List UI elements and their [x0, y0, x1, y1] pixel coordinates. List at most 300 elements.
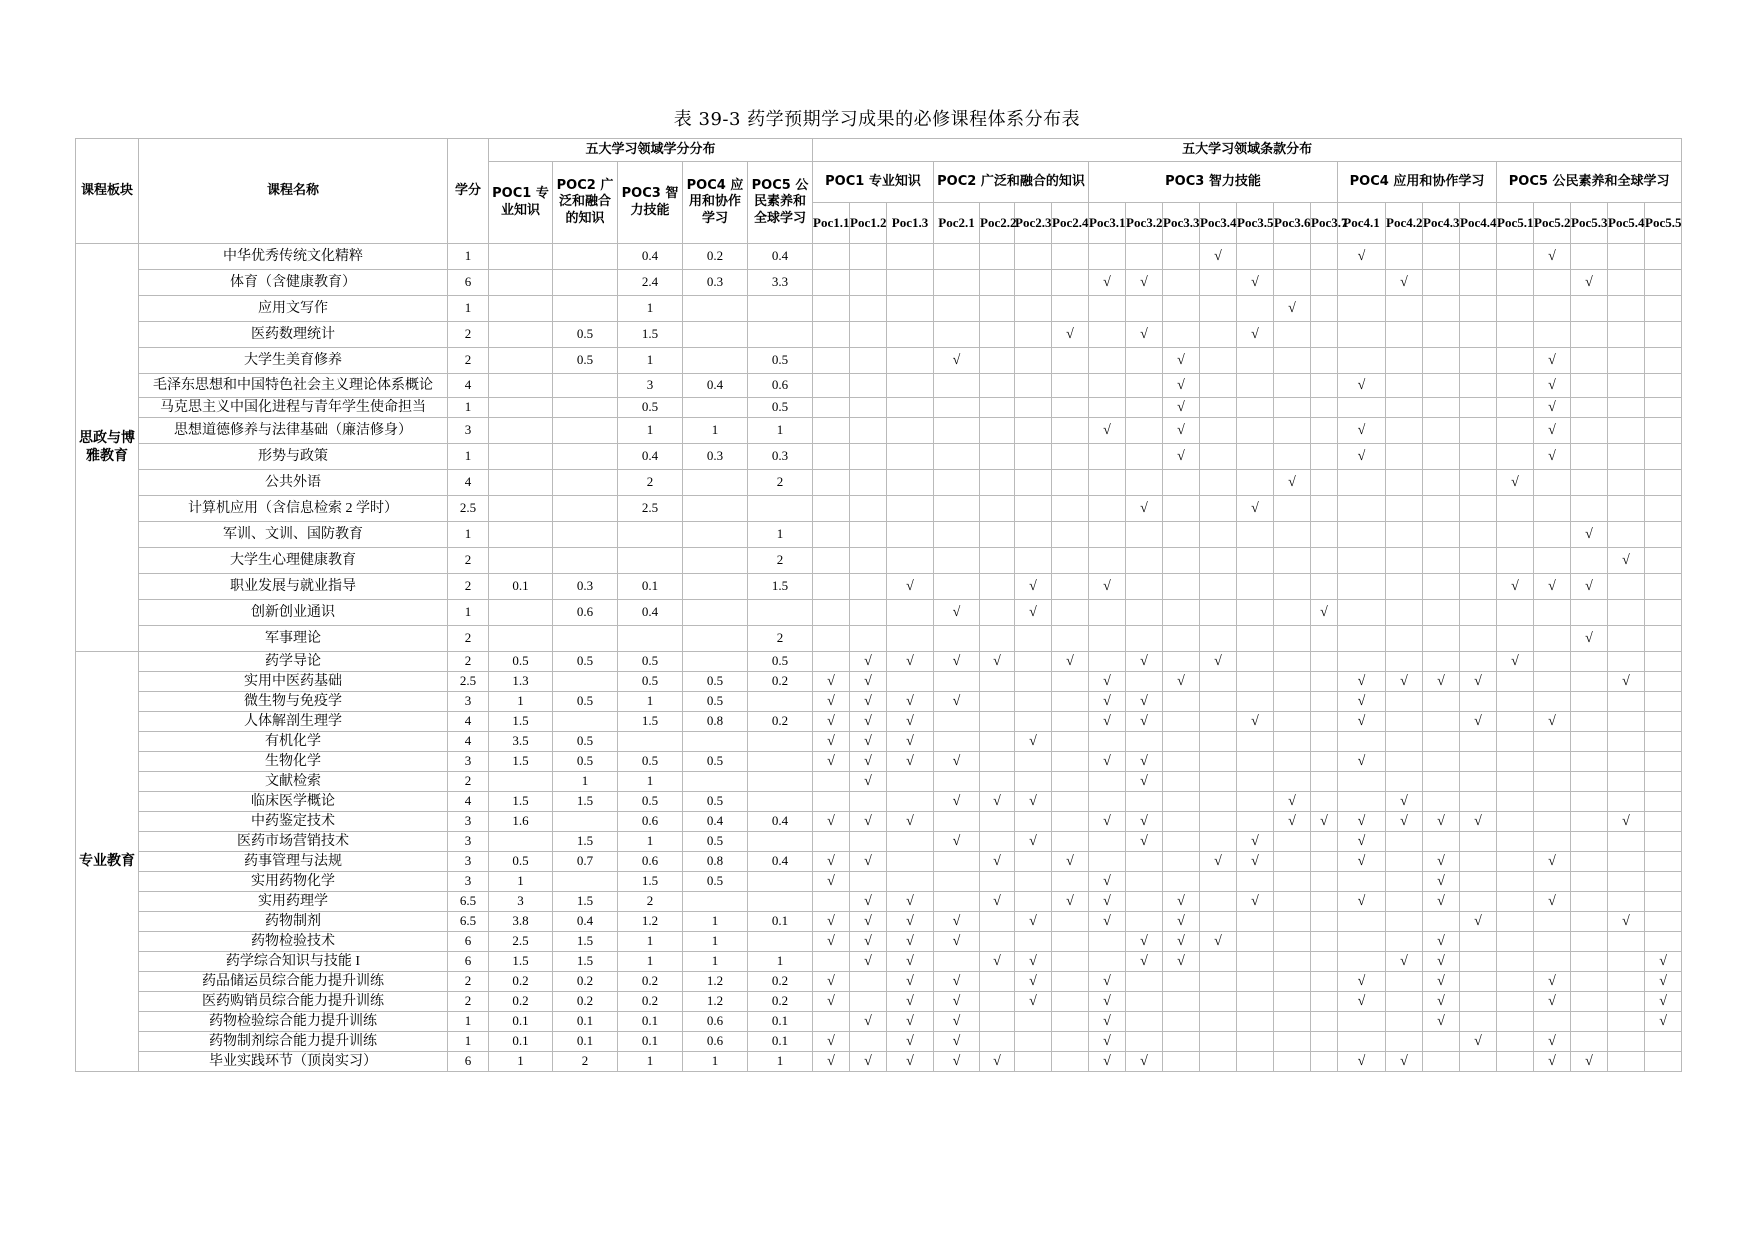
clause-cell	[1608, 652, 1645, 672]
clause-cell	[1274, 652, 1311, 672]
clause-cell	[1338, 912, 1386, 932]
poc3-credit-cell	[618, 522, 683, 548]
poc2-credit-cell: 0.5	[553, 322, 618, 348]
clause-cell	[1237, 348, 1274, 374]
clause-cell	[1534, 832, 1571, 852]
clause-cell	[1423, 322, 1460, 348]
course-name: 职业发展与就业指导	[139, 574, 448, 600]
clause-cell	[1386, 348, 1423, 374]
clause-cell	[1163, 600, 1200, 626]
clause-cell	[1089, 600, 1126, 626]
clause-cell	[1163, 322, 1200, 348]
table-row	[76, 470, 1682, 496]
clause-cell	[1608, 992, 1645, 1012]
poc5-credit-cell	[748, 932, 813, 952]
table-row	[76, 398, 1682, 418]
clause-cell	[1311, 992, 1338, 1012]
clause-cell	[1497, 296, 1534, 322]
clause-cell	[980, 574, 1015, 600]
clause-cell	[1089, 522, 1126, 548]
clause-cell	[1311, 548, 1338, 574]
clause-cell	[1645, 522, 1682, 548]
clause-cell	[934, 244, 980, 270]
check-mark: √	[1089, 972, 1126, 992]
clause-cell	[1460, 752, 1497, 772]
clause-cell	[1237, 772, 1274, 792]
clause-cell	[1608, 932, 1645, 952]
poc2-credit-cell: 0.5	[553, 652, 618, 672]
check-mark: √	[1571, 522, 1608, 548]
clause-cell	[1608, 270, 1645, 296]
clause-cell	[1274, 398, 1311, 418]
clause-cell	[1311, 912, 1338, 932]
clause-cell	[1163, 732, 1200, 752]
clause-cell	[1089, 952, 1126, 972]
course-credits: 2	[448, 574, 489, 600]
clause-cell	[1052, 712, 1089, 732]
check-mark: √	[934, 348, 980, 374]
course-name: 药物制剂	[139, 912, 448, 932]
clause-cell	[1460, 992, 1497, 1012]
header-clause-poc2-3: Poc2.3	[1015, 203, 1052, 244]
clause-cell	[1126, 792, 1163, 812]
clause-cell	[1311, 348, 1338, 374]
clause-cell	[1460, 972, 1497, 992]
clause-cell	[1126, 852, 1163, 872]
clause-cell	[1423, 600, 1460, 626]
clause-cell	[1274, 712, 1311, 732]
clause-cell	[1645, 692, 1682, 712]
clause-cell	[1608, 972, 1645, 992]
poc3-credit-cell: 0.5	[618, 398, 683, 418]
clause-cell	[1608, 1032, 1645, 1052]
table-row	[76, 444, 1682, 470]
clause-cell	[1126, 672, 1163, 692]
table-row	[76, 270, 1682, 296]
poc1-credit-cell: 0.5	[489, 652, 553, 672]
clause-cell	[1052, 418, 1089, 444]
clause-cell	[1052, 872, 1089, 892]
header-clause-poc4-2: Poc4.2	[1386, 203, 1423, 244]
course-name: 药物制剂综合能力提升训练	[139, 1032, 448, 1052]
clause-cell	[1460, 892, 1497, 912]
check-mark: √	[813, 812, 850, 832]
clause-cell	[1200, 712, 1237, 732]
check-mark: √	[1089, 692, 1126, 712]
poc1-credit-cell: 1	[489, 692, 553, 712]
clause-cell	[1311, 732, 1338, 752]
poc3-credit-cell	[618, 732, 683, 752]
clause-cell	[1571, 244, 1608, 270]
clause-cell	[1200, 792, 1237, 812]
clause-cell	[1645, 732, 1682, 752]
clause-cell	[1386, 852, 1423, 872]
header-poc2-credit: POC2 广泛和融合的知识	[553, 162, 618, 244]
clause-cell	[1052, 374, 1089, 398]
clause-cell	[1497, 972, 1534, 992]
clause-cell	[1052, 496, 1089, 522]
check-mark: √	[1423, 872, 1460, 892]
check-mark: √	[1338, 244, 1386, 270]
clause-cell	[850, 792, 887, 812]
clause-cell	[1645, 374, 1682, 398]
header-clause-poc4-1: Poc4.1	[1338, 203, 1386, 244]
poc2-credit-cell: 0.5	[553, 732, 618, 752]
clause-cell	[1423, 574, 1460, 600]
clause-cell	[1608, 444, 1645, 470]
clause-cell	[1274, 548, 1311, 574]
clause-cell	[1163, 496, 1200, 522]
poc2-credit-cell	[553, 548, 618, 574]
poc2-credit-cell: 1.5	[553, 792, 618, 812]
poc4-credit-cell: 0.5	[683, 752, 748, 772]
clause-cell	[1311, 672, 1338, 692]
clause-cell	[1237, 626, 1274, 652]
clause-cell	[1015, 672, 1052, 692]
check-mark: √	[1126, 496, 1163, 522]
clause-cell	[1163, 852, 1200, 872]
check-mark: √	[1534, 972, 1571, 992]
clause-cell	[1386, 398, 1423, 418]
clause-cell	[1386, 1012, 1423, 1032]
clause-cell	[1423, 418, 1460, 444]
clause-cell	[1497, 548, 1534, 574]
clause-cell	[934, 732, 980, 752]
poc2-credit-cell	[553, 418, 618, 444]
check-mark: √	[1089, 270, 1126, 296]
clause-cell	[980, 692, 1015, 712]
header-clause-poc4-4: Poc4.4	[1460, 203, 1497, 244]
clause-cell	[1200, 444, 1237, 470]
clause-cell	[1200, 772, 1237, 792]
clause-cell	[1015, 496, 1052, 522]
clause-cell	[1126, 244, 1163, 270]
check-mark: √	[1423, 892, 1460, 912]
poc1-credit-cell	[489, 244, 553, 270]
check-mark: √	[850, 652, 887, 672]
clause-cell	[1645, 496, 1682, 522]
clause-cell	[1163, 626, 1200, 652]
check-mark: √	[1015, 600, 1052, 626]
clause-cell	[1274, 992, 1311, 1012]
clause-cell	[1608, 792, 1645, 812]
clause-cell	[934, 872, 980, 892]
clause-cell	[1089, 398, 1126, 418]
clause-cell	[1237, 574, 1274, 600]
poc5-credit-cell: 1	[748, 1052, 813, 1072]
clause-cell	[1126, 374, 1163, 398]
check-mark: √	[1338, 992, 1386, 1012]
clause-cell	[1423, 348, 1460, 374]
clause-cell	[1645, 672, 1682, 692]
clause-cell	[934, 496, 980, 522]
clause-cell	[1497, 496, 1534, 522]
clause-cell	[1237, 296, 1274, 322]
clause-cell	[1163, 1012, 1200, 1032]
check-mark: √	[1126, 832, 1163, 852]
check-mark: √	[1089, 712, 1126, 732]
check-mark: √	[850, 752, 887, 772]
table-row	[76, 732, 1682, 752]
clause-cell	[1645, 912, 1682, 932]
poc1-credit-cell	[489, 398, 553, 418]
clause-cell	[1015, 932, 1052, 952]
check-mark: √	[1237, 852, 1274, 872]
clause-cell	[1089, 374, 1126, 398]
course-credits: 6	[448, 952, 489, 972]
table-row	[76, 672, 1682, 692]
clause-cell	[980, 444, 1015, 470]
clause-cell	[813, 574, 850, 600]
clause-cell	[813, 772, 850, 792]
header-credits: 学分	[448, 139, 489, 244]
clause-cell	[1571, 672, 1608, 692]
check-mark: √	[1338, 672, 1386, 692]
poc2-credit-cell	[553, 522, 618, 548]
poc2-credit-cell: 0.5	[553, 348, 618, 374]
clause-cell	[850, 418, 887, 444]
course-name: 形势与政策	[139, 444, 448, 470]
course-name: 微生物与免疫学	[139, 692, 448, 712]
check-mark: √	[1126, 652, 1163, 672]
header-poc-group-3: POC3 智力技能	[1089, 162, 1338, 203]
clause-cell	[1015, 1052, 1052, 1072]
clause-cell	[1497, 522, 1534, 548]
poc3-credit-cell: 0.6	[618, 852, 683, 872]
clause-cell	[850, 444, 887, 470]
clause-cell	[1052, 992, 1089, 1012]
check-mark: √	[1571, 270, 1608, 296]
clause-cell	[1163, 752, 1200, 772]
course-credits: 2	[448, 972, 489, 992]
clause-cell	[1460, 348, 1497, 374]
clause-cell	[1163, 692, 1200, 712]
clause-cell	[1423, 398, 1460, 418]
poc1-credit-cell: 1.6	[489, 812, 553, 832]
clause-cell	[1571, 322, 1608, 348]
check-mark: √	[1534, 992, 1571, 1012]
clause-cell	[934, 574, 980, 600]
clause-cell	[1274, 322, 1311, 348]
course-name: 药学导论	[139, 652, 448, 672]
clause-cell	[1386, 1032, 1423, 1052]
clause-cell	[1126, 626, 1163, 652]
clause-cell	[1645, 322, 1682, 348]
clause-cell	[1015, 270, 1052, 296]
poc2-credit-cell: 0.1	[553, 1032, 618, 1052]
clause-cell	[1274, 872, 1311, 892]
check-mark: √	[1423, 852, 1460, 872]
check-mark: √	[1460, 812, 1497, 832]
clause-cell	[1311, 296, 1338, 322]
check-mark: √	[1460, 912, 1497, 932]
table-row	[76, 652, 1682, 672]
header-clause-poc2-4: Poc2.4	[1052, 203, 1089, 244]
table-row	[76, 752, 1682, 772]
check-mark: √	[1534, 1032, 1571, 1052]
clause-cell	[1338, 872, 1386, 892]
check-mark: √	[1089, 752, 1126, 772]
course-credits: 1	[448, 1012, 489, 1032]
clause-cell	[1571, 600, 1608, 626]
poc1-credit-cell: 2.5	[489, 932, 553, 952]
clause-cell	[1052, 772, 1089, 792]
clause-cell	[1200, 672, 1237, 692]
clause-cell	[1645, 626, 1682, 652]
course-name: 人体解剖生理学	[139, 712, 448, 732]
check-mark: √	[850, 912, 887, 932]
check-mark: √	[1200, 852, 1237, 872]
poc1-credit-cell: 1.5	[489, 952, 553, 972]
clause-cell	[1534, 792, 1571, 812]
poc2-credit-cell: 0.5	[553, 692, 618, 712]
poc5-credit-cell: 0.2	[748, 672, 813, 692]
course-block-label: 思政与博雅教育	[76, 244, 139, 652]
check-mark: √	[934, 932, 980, 952]
clause-cell	[813, 792, 850, 812]
course-name: 中华优秀传统文化精粹	[139, 244, 448, 270]
poc1-credit-cell: 0.2	[489, 972, 553, 992]
check-mark: √	[1089, 892, 1126, 912]
clause-cell	[1311, 522, 1338, 548]
check-mark: √	[1534, 374, 1571, 398]
table-row	[76, 1052, 1682, 1072]
check-mark: √	[850, 932, 887, 952]
clause-cell	[1200, 522, 1237, 548]
clause-cell	[1052, 1012, 1089, 1032]
course-name: 创新创业通识	[139, 600, 448, 626]
clause-cell	[1237, 398, 1274, 418]
check-mark: √	[1200, 244, 1237, 270]
clause-cell	[1274, 496, 1311, 522]
clause-cell	[980, 732, 1015, 752]
check-mark: √	[1423, 812, 1460, 832]
clause-cell	[1386, 912, 1423, 932]
clause-cell	[1645, 296, 1682, 322]
clause-cell	[1237, 652, 1274, 672]
clause-cell	[1126, 872, 1163, 892]
clause-cell	[1608, 418, 1645, 444]
check-mark: √	[887, 712, 934, 732]
check-mark: √	[1423, 672, 1460, 692]
clause-cell	[1200, 732, 1237, 752]
clause-cell	[980, 322, 1015, 348]
check-mark: √	[1126, 1052, 1163, 1072]
clause-cell	[850, 496, 887, 522]
clause-cell	[1497, 348, 1534, 374]
course-credits: 6.5	[448, 912, 489, 932]
poc5-credit-cell: 1.5	[748, 574, 813, 600]
clause-cell	[1126, 912, 1163, 932]
clause-cell	[813, 244, 850, 270]
clause-cell	[980, 296, 1015, 322]
poc2-credit-cell	[553, 374, 618, 398]
clause-cell	[1571, 712, 1608, 732]
table-row	[76, 374, 1682, 398]
clause-cell	[1015, 692, 1052, 712]
clause-cell	[1274, 1032, 1311, 1052]
clause-cell	[1534, 270, 1571, 296]
clause-cell	[980, 912, 1015, 932]
poc3-credit-cell: 1	[618, 952, 683, 972]
clause-cell	[980, 348, 1015, 374]
clause-cell	[980, 1012, 1015, 1032]
clause-cell	[1497, 752, 1534, 772]
poc3-credit-cell: 1	[618, 692, 683, 712]
poc1-credit-cell: 1.5	[489, 792, 553, 812]
check-mark: √	[980, 852, 1015, 872]
table-row	[76, 812, 1682, 832]
clause-cell	[1386, 496, 1423, 522]
clause-cell	[1237, 470, 1274, 496]
poc4-credit-cell	[683, 496, 748, 522]
clause-cell	[1311, 270, 1338, 296]
header-poc5-credit: POC5 公民素养和全球学习	[748, 162, 813, 244]
clause-cell	[934, 470, 980, 496]
clause-cell	[1311, 1032, 1338, 1052]
clause-cell	[1015, 522, 1052, 548]
check-mark: √	[1423, 1012, 1460, 1032]
poc5-credit-cell: 0.6	[748, 374, 813, 398]
poc3-credit-cell	[618, 626, 683, 652]
clause-cell	[1274, 444, 1311, 470]
clause-cell	[1200, 1032, 1237, 1052]
check-mark: √	[1571, 574, 1608, 600]
clause-cell	[1534, 652, 1571, 672]
clause-cell	[1015, 892, 1052, 912]
poc4-credit-cell	[683, 522, 748, 548]
clause-cell	[1386, 892, 1423, 912]
course-name: 药品储运员综合能力提升训练	[139, 972, 448, 992]
clause-cell	[1089, 496, 1126, 522]
clause-cell	[1237, 1052, 1274, 1072]
clause-cell	[1497, 692, 1534, 712]
clause-cell	[1163, 832, 1200, 852]
poc4-credit-cell	[683, 626, 748, 652]
clause-cell	[1534, 952, 1571, 972]
poc2-credit-cell: 2	[553, 1052, 618, 1072]
clause-cell	[1311, 692, 1338, 712]
clause-cell	[1237, 374, 1274, 398]
clause-cell	[1386, 470, 1423, 496]
header-clause-poc3-2: Poc3.2	[1126, 203, 1163, 244]
clause-cell	[1497, 444, 1534, 470]
clause-cell	[1163, 470, 1200, 496]
clause-cell	[850, 1032, 887, 1052]
clause-cell	[813, 496, 850, 522]
poc3-credit-cell: 0.4	[618, 600, 683, 626]
clause-cell	[1645, 470, 1682, 496]
course-name: 文献检索	[139, 772, 448, 792]
clause-cell	[1645, 348, 1682, 374]
course-credits: 2	[448, 348, 489, 374]
clause-cell	[934, 322, 980, 348]
clause-cell	[1423, 832, 1460, 852]
clause-cell	[1089, 444, 1126, 470]
clause-cell	[1571, 496, 1608, 522]
clause-cell	[1089, 772, 1126, 792]
clause-cell	[1497, 872, 1534, 892]
clause-cell	[1163, 792, 1200, 812]
clause-cell	[1534, 732, 1571, 752]
poc3-credit-cell: 0.1	[618, 1032, 683, 1052]
clause-cell	[1311, 772, 1338, 792]
course-name: 大学生美育修养	[139, 348, 448, 374]
clause-cell	[887, 348, 934, 374]
check-mark: √	[1497, 652, 1534, 672]
check-mark: √	[1274, 812, 1311, 832]
header-clause-poc3-4: Poc3.4	[1200, 203, 1237, 244]
